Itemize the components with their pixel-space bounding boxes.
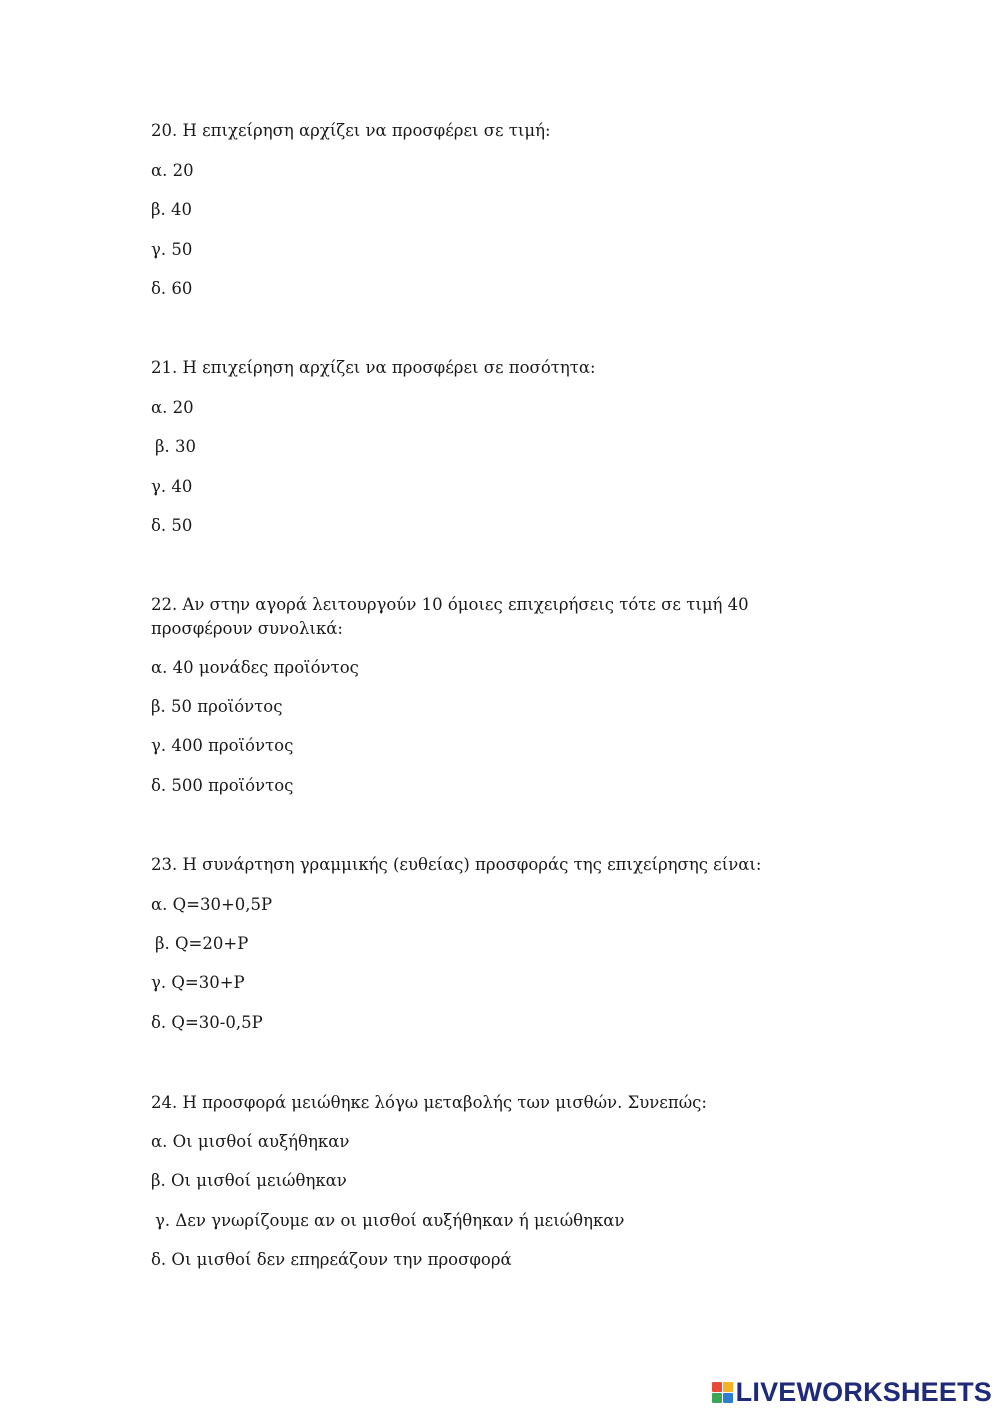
question-24-prompt: 24. Η προσφορά μειώθηκε λόγω μεταβολής των μισθών. Συνεπώς: [151, 1093, 707, 1112]
question-22-prompt: 22. Αν στην αγορά λειτουργούν 10 όμοιες επιχειρήσεις τότε σε τιμή 40 προσφέρουν συνολικά: [151, 595, 749, 638]
question-22-option-c[interactable]: γ. 400 προϊόντος [151, 736, 294, 755]
question-23-prompt: 23. Η συνάρτηση γραμμικής (ευθείας) προσφοράς της επιχείρησης είναι: [151, 855, 762, 874]
logo-square-blue [723, 1393, 733, 1403]
question-22-option-b[interactable]: β. 50 προϊόντος [151, 697, 283, 716]
question-20-option-c[interactable]: γ. 50 [151, 240, 193, 259]
question-24-option-b[interactable]: β. Οι μισθοί μειώθηκαν [151, 1171, 347, 1190]
question-21-option-b[interactable]: β. 30 [155, 437, 197, 456]
question-21-prompt: 21. Η επιχείρηση αρχίζει να προσφέρει σε ποσότητα: [151, 358, 596, 377]
question-20-prompt: 20. Η επιχείρηση αρχίζει να προσφέρει σε τιμή: [151, 121, 551, 140]
question-23-option-c[interactable]: γ. Q=30+P [151, 973, 245, 992]
question-24-option-d[interactable]: δ. Οι μισθοί δεν επηρεάζουν την προσφορά [151, 1250, 512, 1269]
question-23-option-b[interactable]: β. Q=20+P [155, 934, 249, 953]
question-22-option-d[interactable]: δ. 500 προϊόντος [151, 776, 294, 795]
liveworksheets-logo [712, 1377, 992, 1407]
question-20-option-b[interactable]: β. 40 [151, 200, 193, 219]
question-24-option-a[interactable]: α. Οι μισθοί αυξήθηκαν [151, 1132, 350, 1151]
question-21-option-d[interactable]: δ. 50 [151, 516, 193, 535]
question-22-option-a[interactable]: α. 40 μονάδες προϊόντος [151, 658, 359, 677]
question-24-option-c[interactable]: γ. Δεν γνωρίζουμε αν οι μισθοί αυξήθηκαν ή μειώθηκαν [155, 1211, 625, 1230]
question-21-option-a[interactable]: α. 20 [151, 398, 194, 417]
question-21-option-c[interactable]: γ. 40 [151, 477, 193, 496]
liveworksheets-logo-icon [712, 1382, 733, 1403]
liveworksheets-logo-text: LIVEWORKSHEETS [735, 1376, 992, 1407]
question-20-option-a[interactable]: α. 20 [151, 161, 194, 180]
logo-square-green [712, 1393, 722, 1403]
logo-square-red [712, 1382, 722, 1392]
logo-square-yellow [723, 1382, 733, 1392]
question-20-option-d[interactable]: δ. 60 [151, 279, 193, 298]
question-23-option-d[interactable]: δ. Q=30-0,5P [151, 1013, 263, 1032]
question-23-option-a[interactable]: α. Q=30+0,5P [151, 895, 273, 914]
